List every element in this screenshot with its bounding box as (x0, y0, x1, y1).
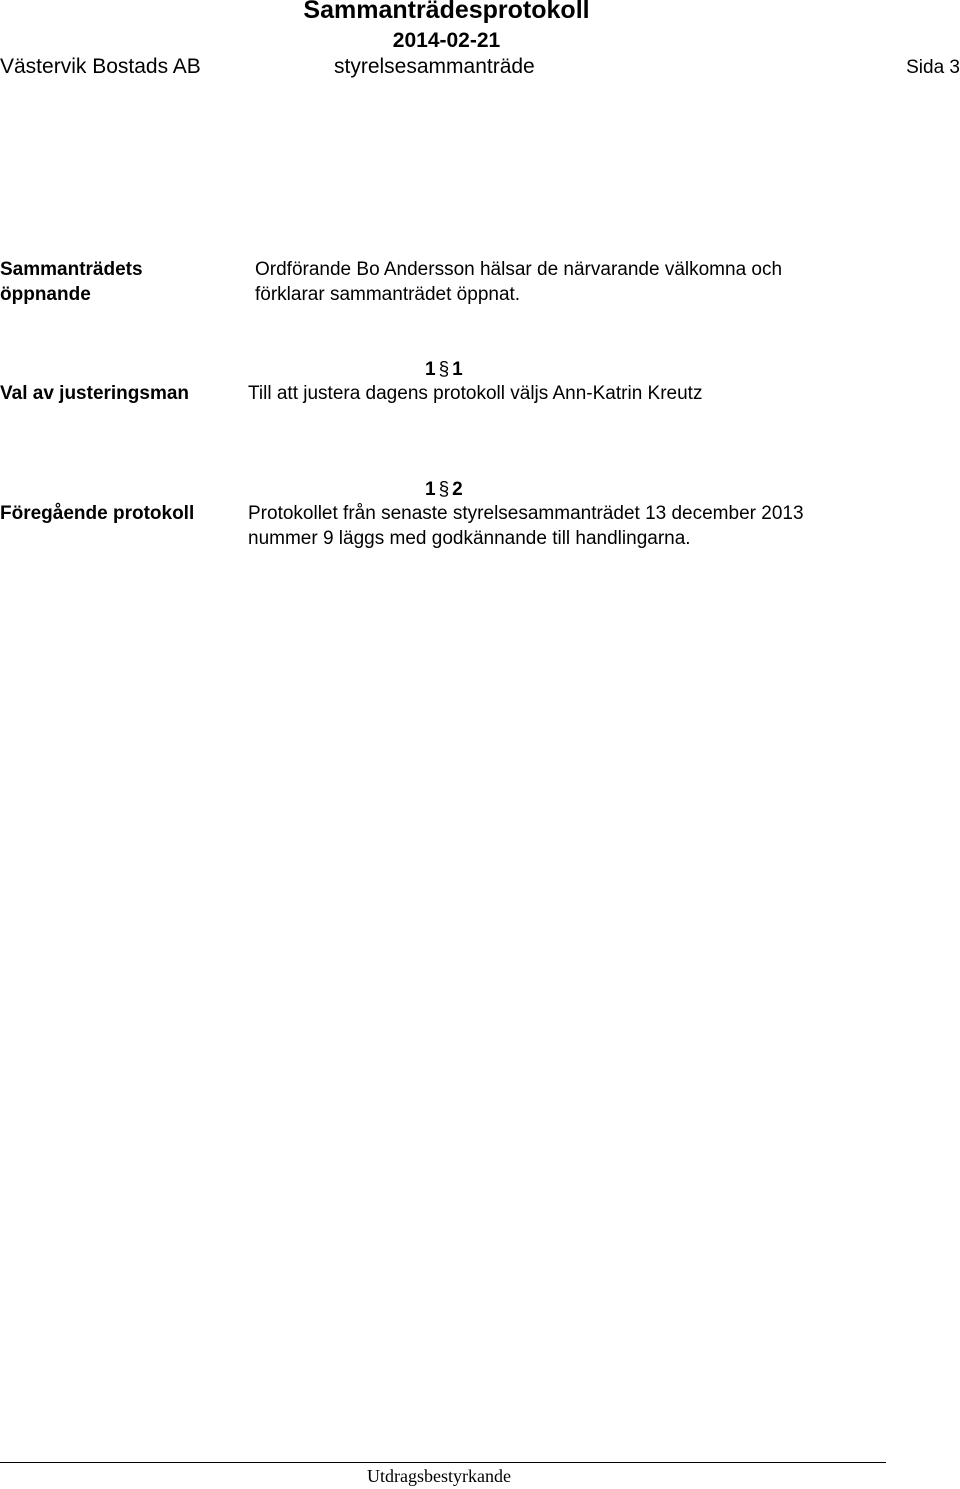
section-label-line: Föregående protokoll (0, 503, 195, 524)
footer-certification-label: Utdragsbestyrkande (367, 1466, 511, 1486)
section-text-previous-minutes (248, 501, 804, 551)
section-text-line: Ordförande Bo Andersson hälsar de närvarande välkomna och (255, 259, 783, 280)
section-text-opening (255, 257, 782, 307)
meeting-type: styrelsesammanträde (334, 55, 535, 78)
section-label-opening (0, 257, 143, 307)
section-text-adjuster (248, 381, 702, 406)
section-text-line: nummer 9 läggs med godkännande till handlingarna. (248, 528, 691, 549)
paragraph-number-2 (425, 477, 463, 502)
paragraph-prefix: 1 (425, 479, 436, 500)
section-label-line: öppnande (0, 284, 91, 305)
section-label-previous-minutes (0, 501, 194, 526)
section-sign: § (438, 359, 450, 380)
footer-rule (0, 1462, 886, 1463)
section-text-line: förklarar sammanträdet öppnat. (255, 284, 521, 305)
section-sign: § (438, 479, 450, 500)
section-label-line: Sammanträdets (0, 259, 143, 280)
paragraph-prefix: 1 (425, 359, 436, 380)
company-name: Västervik Bostads AB (0, 55, 201, 78)
section-label-adjuster (0, 381, 189, 406)
section-label-line: Val av justeringsman (0, 383, 190, 404)
paragraph-suffix: 2 (452, 479, 463, 500)
paragraph-suffix: 1 (452, 359, 463, 380)
section-text-line: Till att justera dagens protokoll väljs Ann-Katrin Kreutz (248, 383, 703, 404)
meeting-date: 2014-02-21 (392, 29, 501, 52)
paragraph-number-1 (425, 357, 463, 382)
page-number: Sida 3 (906, 57, 960, 78)
document-title: Sammanträdesprotokoll (303, 0, 590, 24)
section-text-line: Protokollet från senaste styrelsesammanträdet 13 december 2013 (248, 503, 804, 524)
